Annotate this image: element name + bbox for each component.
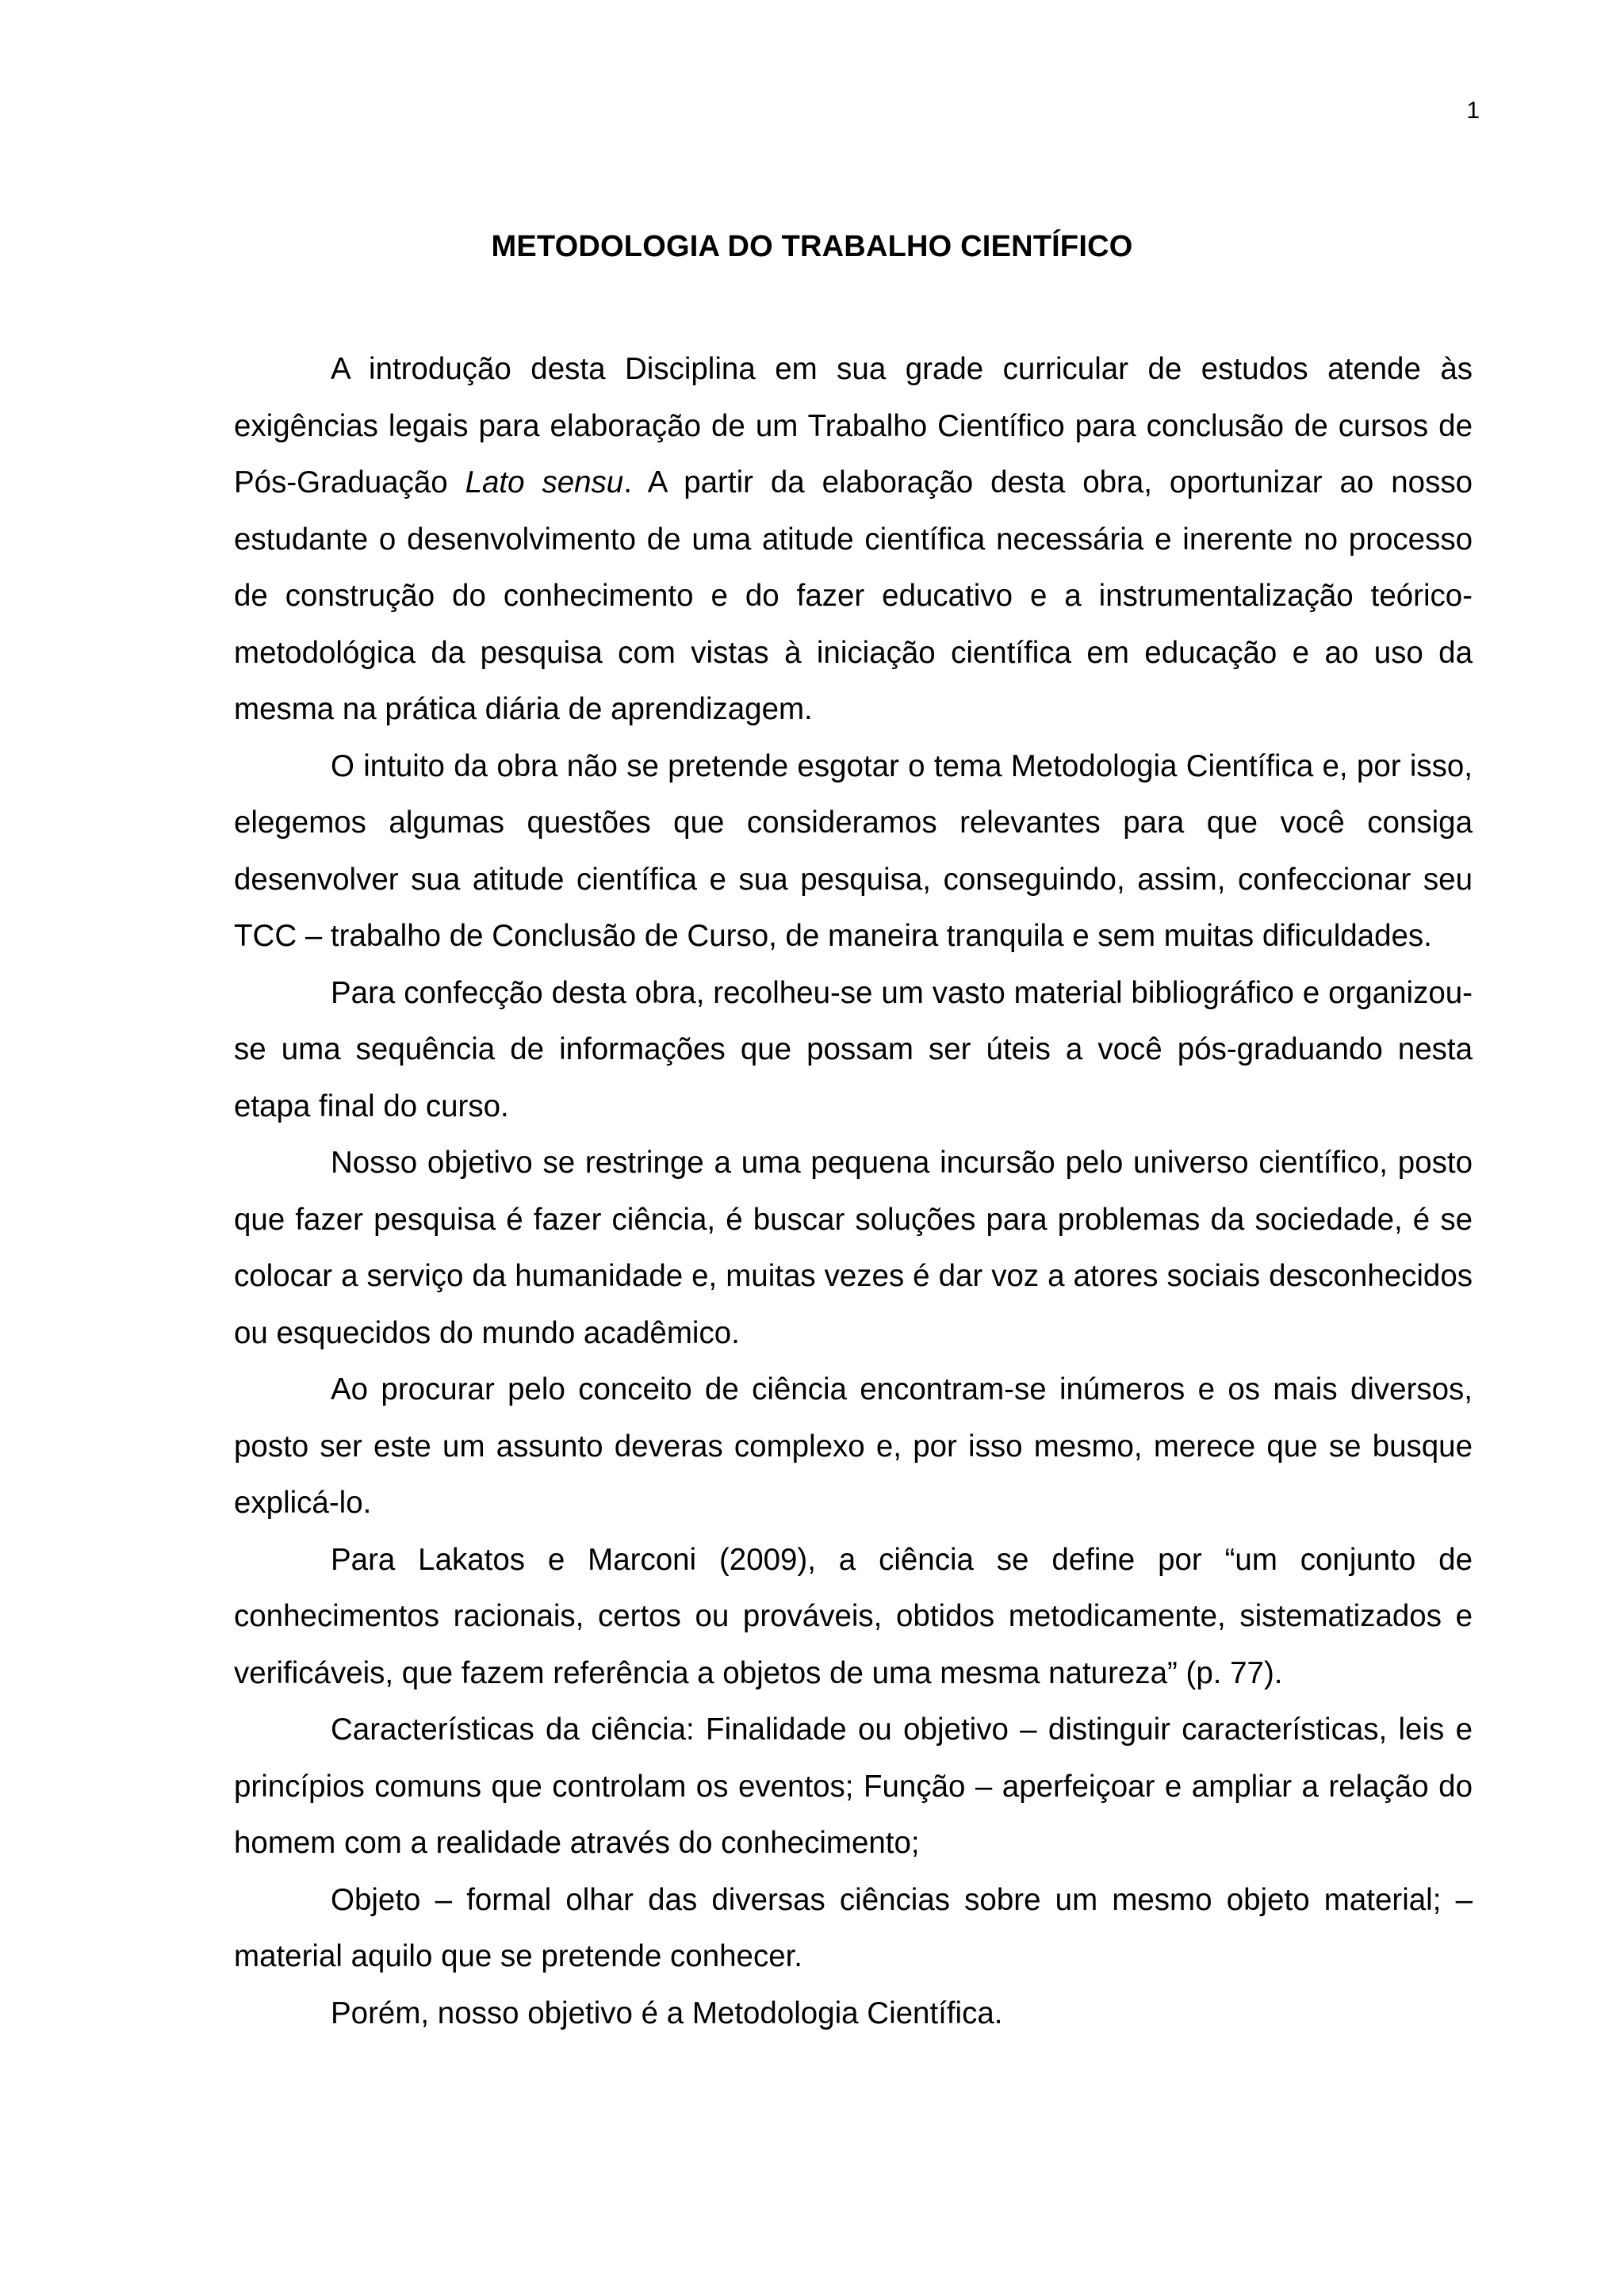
paragraph-introduction — [234, 341, 1473, 738]
paragraph-concept: Ao procurar pelo conceito de ciência encontram-se inúmeros e os mais diversos, posto ser este um assunto deveras complexo e, por isso mesmo, merece que se busque explicá-lo. — [234, 1372, 1473, 1520]
paragraph-definition: Para Lakatos e Marconi (2009), a ciência se define por “um conjunto de conhecimentos racionais, certos ou prováveis, obtidos metodicamente, sistematizados e verificáveis, que fazem referência a objetos de uma mesma natureza” (p. 77). — [234, 1542, 1473, 1690]
paragraph-material: Para confecção desta obra, recolheu-se um vasto material bibliográfico e organizou-se uma sequência de informações que possam ser úteis a você pós-graduando nesta etapa final do curso. — [234, 975, 1473, 1123]
paragraph-objective: Nosso objetivo se restringe a uma pequena incursão pelo universo científico, posto que fazer pesquisa é fazer ciência, é buscar soluções para problemas da sociedade, é se colocar a serviço da humanidade e, muitas vezes é dar voz a atores sociais desconhecidos ou esquecidos do mundo acadêmico. — [234, 1146, 1473, 1350]
paragraph-text: . A partir da elaboração desta obra, oportunizar ao nosso estudante o desenvolvimento de uma atitude científica necessária e inerente no processo de construção do conhecimento e do fazer educativo e a instrumentalização teórico-metodológica da pesquisa com vistas à iniciação científica em educação e ao uso da mesma na prática diária de aprendizagem. — [234, 465, 1473, 726]
document-body — [234, 341, 1473, 2042]
page-number: 1 — [1466, 98, 1480, 124]
paragraph-intent: O intuito da obra não se pretende esgotar o tema Metodologia Científica e, por isso, elegemos algumas questões que consideramos relevantes para que você consiga desenvolver sua atitude científica e sua pesquisa, conseguindo, assim, confeccionar seu TCC – trabalho de Conclusão de Curso, de maneira tranquila e sem muitas dificuldades. — [234, 748, 1473, 953]
paragraph-characteristics: Características da ciência: Finalidade ou objetivo – distinguir características, leis e princípios comuns que controlam os eventos; Função – aperfeiçoar e ampliar a relação do homem com a realidade através do conhecimento; — [234, 1712, 1473, 1860]
paragraph-object: Objeto – formal olhar das diversas ciências sobre um mesmo objeto material; – material aquilo que se pretende conhecer. — [234, 1882, 1473, 1973]
paragraph-conclusion: Porém, nosso objetivo é a Metodologia Científica. — [331, 1996, 1003, 2030]
paragraph-text: A introdução desta Disciplina em sua grade curricular de estudos atende às exigências legais para elaboração de um Trabalho Científico para conclusão de cursos de Pós-Graduação — [234, 352, 1473, 499]
document-title: METODOLOGIA DO TRABALHO CIENTÍFICO — [491, 230, 1133, 263]
italic-term: Lato sensu — [465, 465, 624, 499]
